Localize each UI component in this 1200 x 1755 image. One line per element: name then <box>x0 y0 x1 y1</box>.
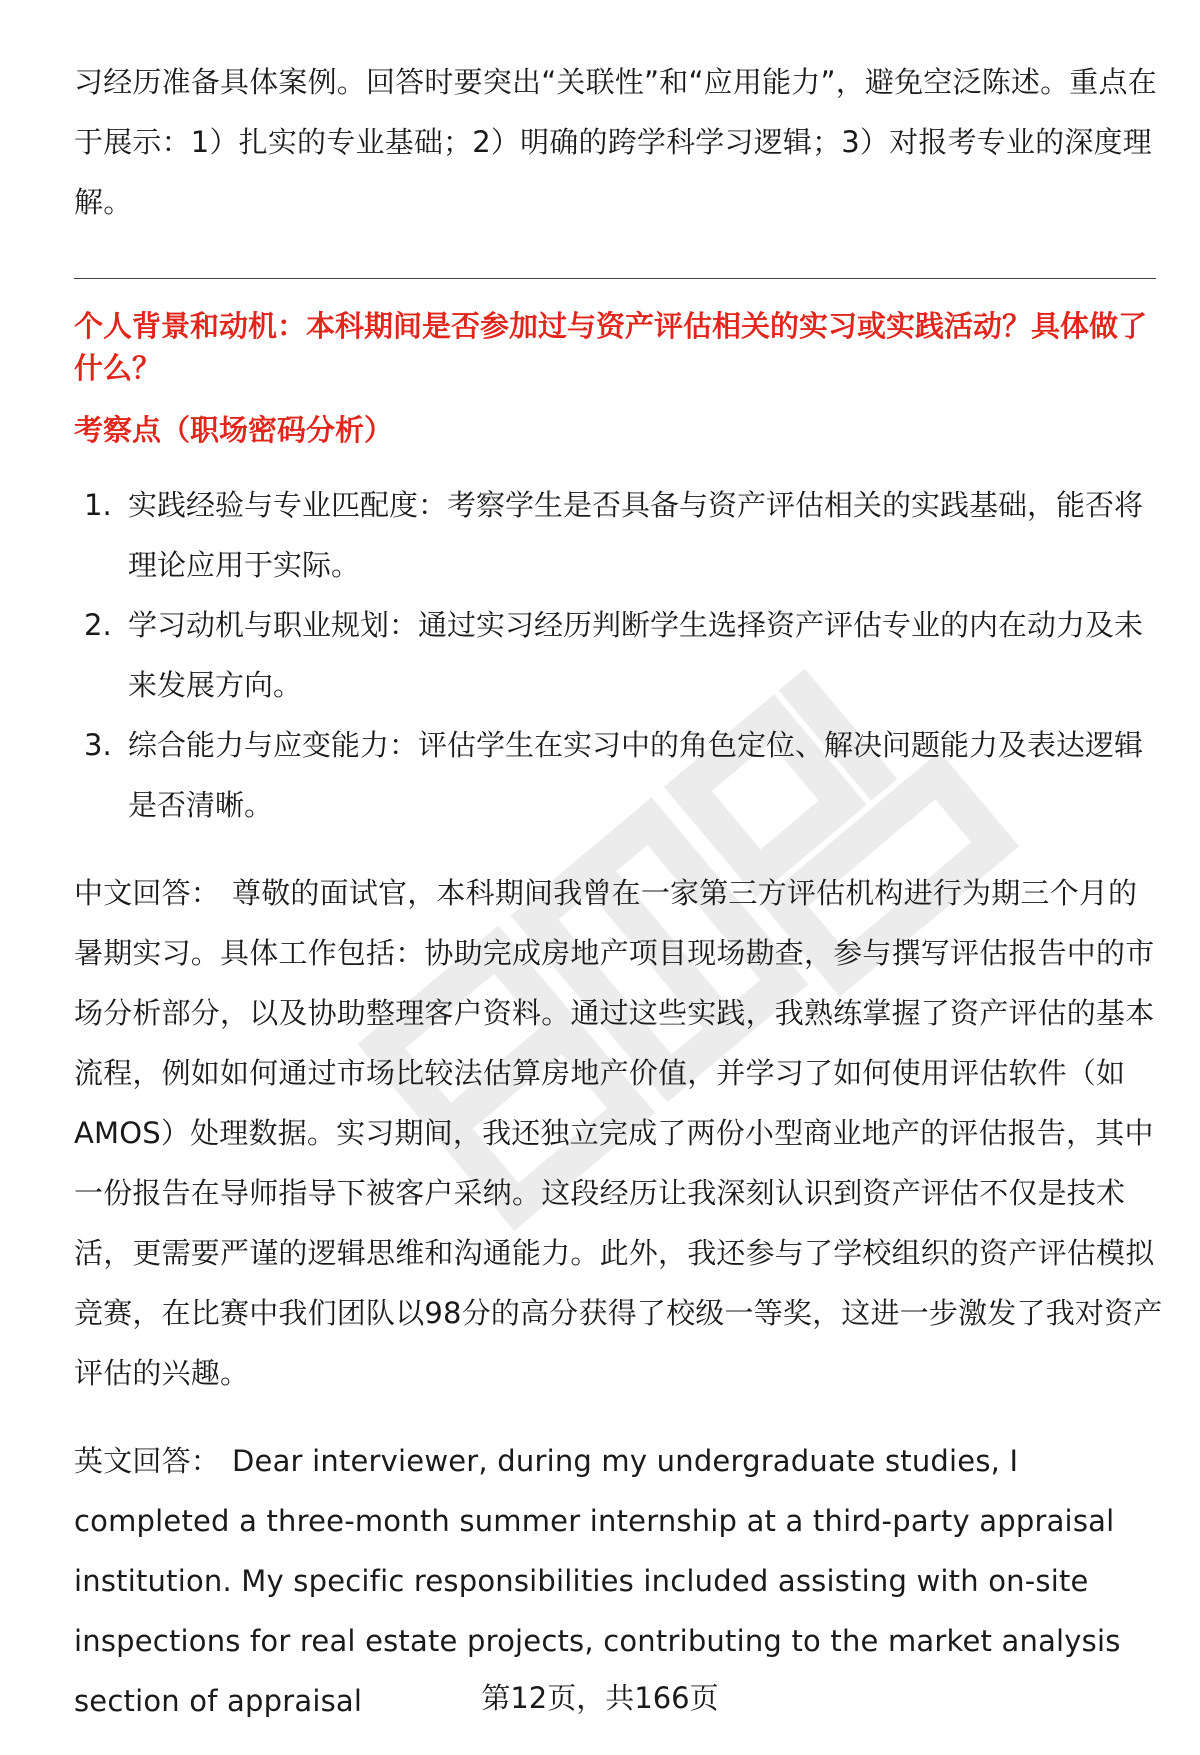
list-item-number: 2. <box>84 608 112 642</box>
assessment-points-list <box>74 475 1164 835</box>
assessment-subheading: 考察点（职场密码分析） <box>74 413 394 447</box>
chinese-answer-label: 中文回答： <box>74 876 221 910</box>
list-item <box>74 475 1164 595</box>
list-item-text: 综合能力与应变能力：评估学生在实习中的角色定位、解决问题能力及表达逻辑是否清晰。 <box>128 728 1144 822</box>
section-divider <box>74 278 1156 279</box>
chinese-answer-paragraph <box>74 863 1164 1403</box>
list-item <box>74 715 1164 835</box>
list-item-number: 1. <box>84 488 112 522</box>
list-item-number: 3. <box>84 728 112 762</box>
page-number-footer: 第12页，共166页 <box>481 1681 719 1715</box>
english-answer-label: 英文回答： <box>74 1444 221 1478</box>
content-area <box>74 52 1164 1731</box>
list-item <box>74 595 1164 715</box>
english-answer-text: Dear interviewer, during my undergraduate studies, I completed a three-month summer internship at a third-party appraisal institution. My specific responsibilities included assisting with on-site inspections for real estate projects, contributing to the market analysis section of appraisal <box>74 1444 1121 1718</box>
list-item-text: 实践经验与专业匹配度：考察学生是否具备与资产评估相关的实践基础，能否将理论应用于实际。 <box>128 488 1144 582</box>
list-item-text: 学习动机与职业规划：通过实习经历判断学生选择资产评估专业的内在动力及未来发展方向。 <box>128 608 1144 702</box>
intro-paragraph: 习经历准备具体案例。回答时要突出“关联性”和“应用能力”，避免空泛陈述。重点在于展示：1）扎实的专业基础；2）明确的跨学科学习逻辑；3）对报考专业的深度理解。 <box>74 65 1157 219</box>
chinese-answer-text: 尊敬的面试官，本科期间我曾在一家第三方评估机构进行为期三个月的暑期实习。具体工作包括：协助完成房地产项目现场勘查，参与撰写评估报告中的市场分析部分，以及协助整理客户资料。通过这些实践，我熟练掌握了资产评估的基本流程，例如如何通过市场比较法估算房地产价值，并学习了如何使用评估软件（如AMOS）处理数据。实习期间，我还独立完成了两份小型商业地产的评估报告，其中一份报告在导师指导下被客户采纳。这段经历让我深刻认识到资产评估不仅是技术活，更需要严谨的逻辑思维和沟通能力。此外，我还参与了学校组织的资产评估模拟竞赛，在比赛中我们团队以98分的高分获得了校级一等奖，这进一步激发了我对资产评估的兴趣。 <box>74 876 1163 1390</box>
question-heading: 个人背景和动机：本科期间是否参加过与资产评估相关的实习或实践活动？具体做了什么？ <box>74 309 1148 385</box>
